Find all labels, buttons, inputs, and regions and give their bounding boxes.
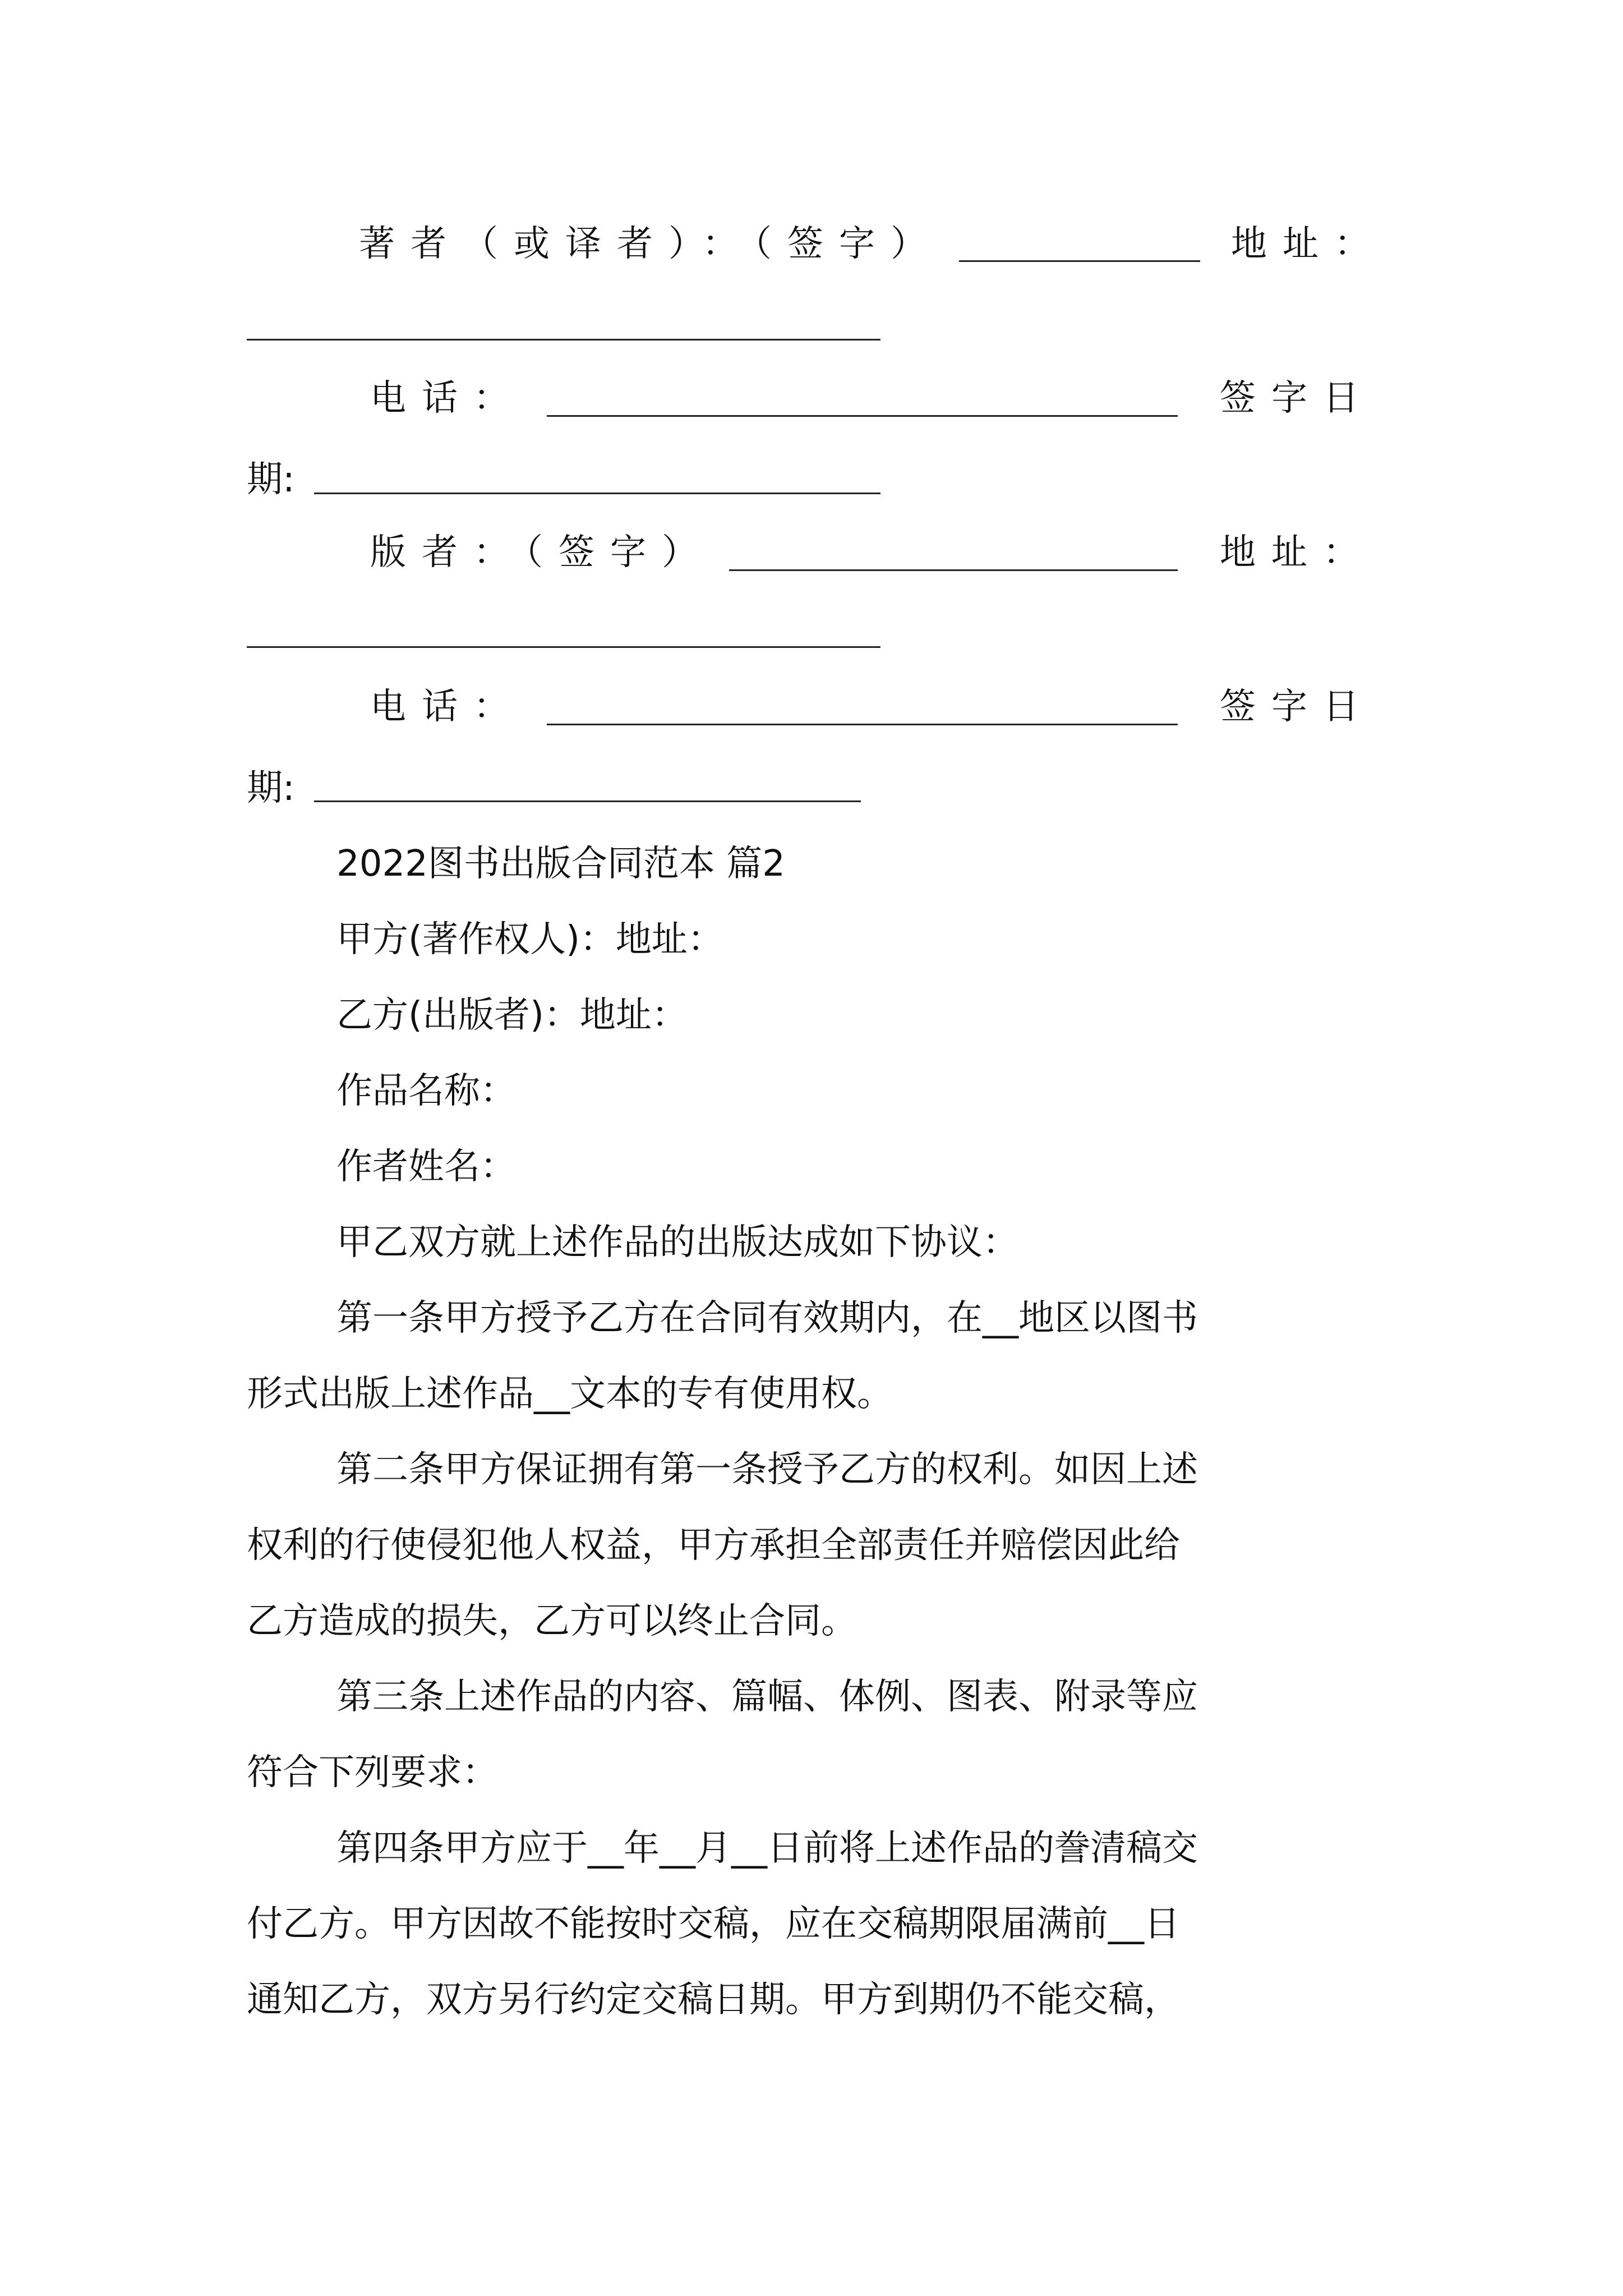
author-phone-label: 电话： (370, 378, 525, 419)
publisher-date-blank (314, 800, 861, 802)
author-signature-blank (959, 260, 1200, 262)
author-address-blank (247, 339, 880, 341)
publisher-signature-label: 版者：（签字） (370, 532, 713, 573)
agreement-intro: 甲乙双方就上述作品的出版达成如下协议： (336, 1222, 1018, 1263)
article4-line1: 第四条甲方应于__年__月__日前将上述作品的誊清稿交 (336, 1828, 1198, 1869)
author-date-label: 签字日 (1220, 378, 1375, 419)
author-date-continuation: 期: (247, 459, 295, 500)
article2-line2: 权利的行使侵犯他人权益，甲方承担全部责任并赔偿因此给 (247, 1525, 1180, 1566)
publisher-address-blank (247, 646, 880, 648)
author-address-label: 地址： (1231, 223, 1386, 265)
article2-line3: 乙方造成的损失，乙方可以终止合同。 (247, 1600, 857, 1642)
publisher-date-continuation: 期: (247, 767, 295, 809)
publisher-signature-blank (729, 569, 1178, 571)
party-b-line: 乙方(出版者)：地址： (336, 995, 688, 1036)
publisher-phone-blank (547, 724, 1178, 725)
article1-line1: 第一条甲方授予乙方在合同有效期内，在__地区以图书 (336, 1297, 1198, 1339)
author-signature-label: 著者（或译者）：（签字） (359, 223, 942, 265)
article1-line2: 形式出版上述作品__文本的专有使用权。 (247, 1373, 893, 1415)
work-title-line: 作品名称： (336, 1070, 516, 1112)
article2-line1: 第二条甲方保证拥有第一条授予乙方的权利。如因上述 (336, 1449, 1198, 1490)
publisher-date-label: 签字日 (1220, 686, 1375, 728)
article4-line3: 通知乙方，双方另行约定交稿日期。甲方到期仍不能交稿， (247, 1979, 1180, 2021)
publisher-address-label: 地址： (1220, 532, 1375, 573)
author-phone-blank (547, 415, 1178, 417)
author-name-line: 作者姓名： (336, 1146, 516, 1188)
article4-line2: 付乙方。甲方因故不能按时交稿，应在交稿期限届满前__日 (247, 1903, 1180, 1945)
author-date-blank (314, 493, 880, 494)
party-a-line: 甲方(著作权人)：地址： (336, 919, 723, 960)
publisher-phone-label: 电话： (370, 686, 525, 728)
article3-line1: 第三条上述作品的内容、篇幅、体例、图表、附录等应 (336, 1676, 1198, 1718)
author-signature-line (359, 222, 942, 266)
article3-line2: 符合下列要求： (247, 1752, 498, 1793)
contract-title: 2022图书出版合同范本 篇2 (336, 843, 785, 885)
